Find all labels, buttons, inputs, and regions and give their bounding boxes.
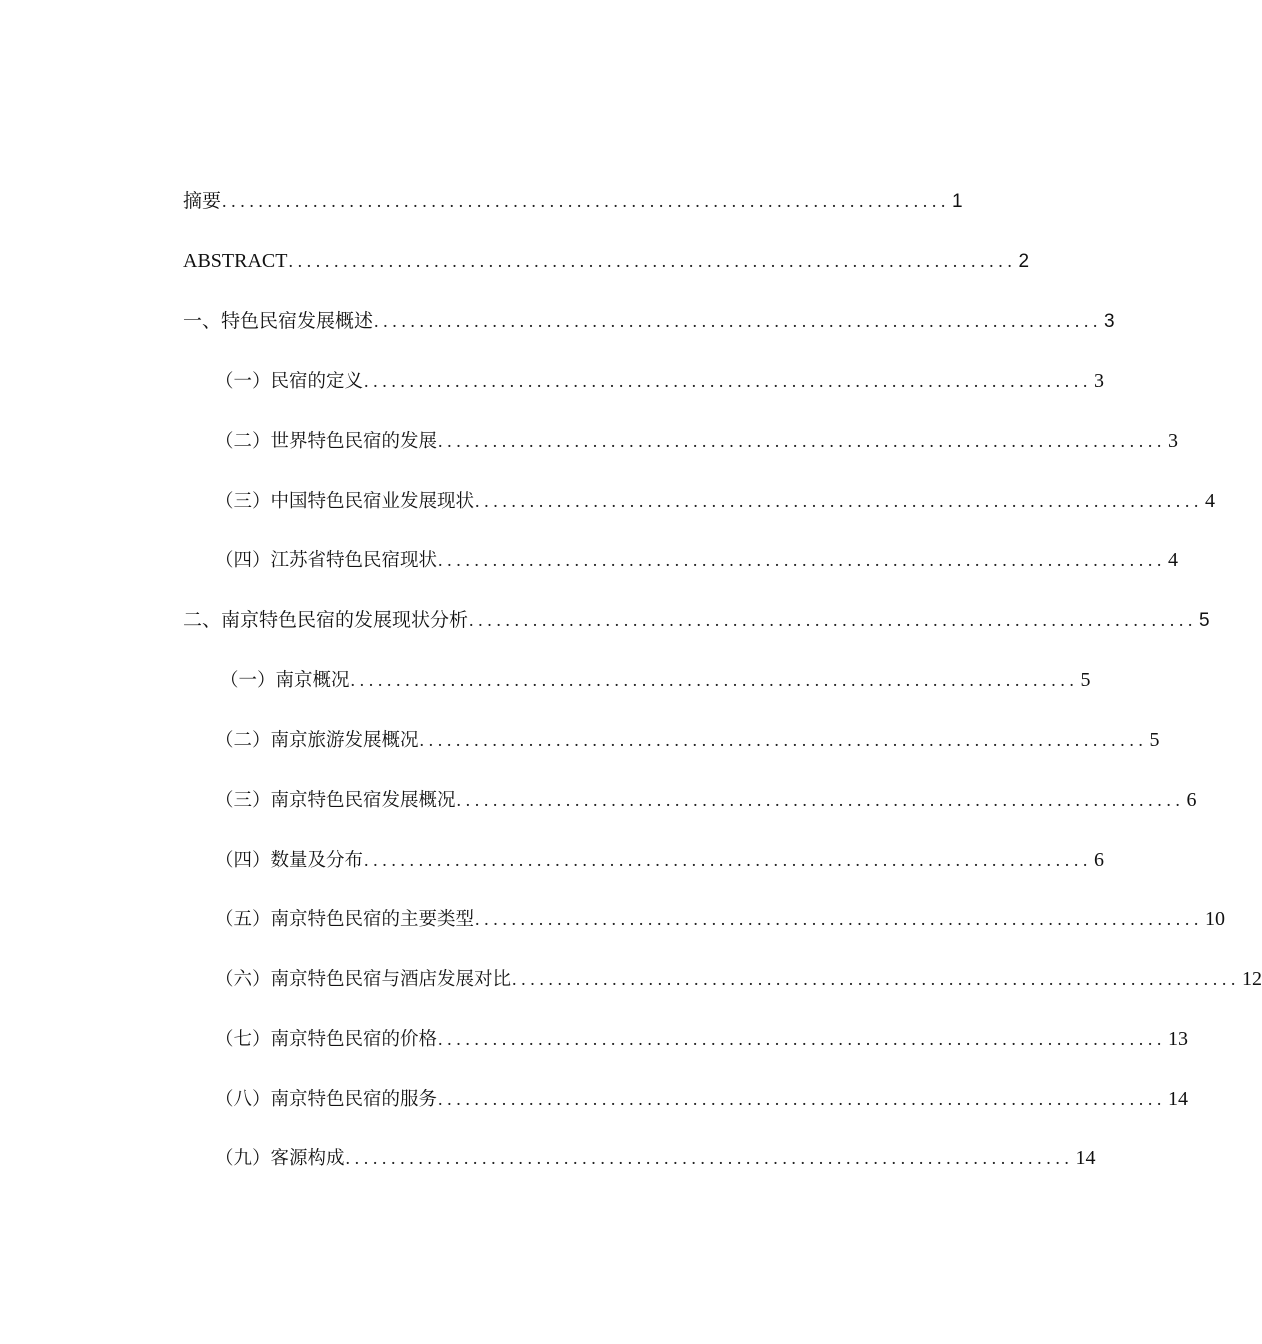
toc-dot-leader: ................................................................................ (456, 790, 1185, 810)
toc-page-number: 5 (1149, 729, 1160, 751)
toc-entry-section-2-3[interactable] (215, 785, 1197, 815)
toc-dot-leader: ................................................................................ (419, 730, 1148, 750)
toc-dot-leader: ................................................................................ (350, 670, 1079, 690)
toc-page-number: 4 (1205, 490, 1216, 512)
toc-entry-title: （二）南京旅游发展概况 (215, 730, 419, 751)
toc-page-number: 14 (1075, 1147, 1096, 1169)
toc-entry-section-2-7[interactable] (215, 1024, 1189, 1054)
toc-entry-title: （一）南京概况 (220, 670, 350, 691)
toc-page-number: 3 (1094, 370, 1105, 392)
toc-dot-leader: ................................................................................ (364, 371, 1093, 391)
toc-entry-section-1-4[interactable] (215, 545, 1179, 575)
toc-page-number: 13 (1168, 1028, 1189, 1050)
toc-dot-leader: ................................................................................ (222, 191, 951, 211)
toc-page-number: 4 (1168, 549, 1179, 571)
toc-entry-title: （九）客源构成 (215, 1148, 345, 1169)
toc-entry-section-2-5[interactable] (215, 904, 1226, 934)
toc-entry-section-1-1[interactable] (215, 366, 1105, 396)
toc-dot-leader: ................................................................................ (438, 431, 1167, 451)
toc-dot-leader: ................................................................................ (512, 969, 1241, 989)
toc-entry-title: （六）南京特色民宿与酒店发展对比 (215, 969, 512, 990)
toc-entry-title: （三）中国特色民宿业发展现状 (215, 491, 475, 512)
toc-page-number: 5 (1199, 610, 1210, 631)
toc-page-number: 2 (1018, 251, 1030, 272)
toc-entry-section-2-9[interactable] (215, 1143, 1096, 1173)
toc-entry-chapter-2[interactable] (183, 605, 1210, 635)
toc-entry-chapter-1[interactable] (183, 306, 1115, 336)
toc-entry-title: （五）南京特色民宿的主要类型 (215, 909, 475, 930)
toc-entry-title: 一、特色民宿发展概述 (183, 310, 374, 332)
toc-page-number: 3 (1104, 311, 1115, 332)
toc-entry-title: ABSTRACT (183, 250, 288, 272)
toc-dot-leader: ................................................................................ (438, 550, 1167, 570)
toc-dot-leader: ................................................................................ (288, 251, 1017, 271)
toc-entry-section-2-2[interactable] (215, 725, 1160, 755)
toc-dot-leader: ................................................................................ (469, 610, 1198, 630)
toc-dot-leader: ................................................................................ (438, 1029, 1167, 1049)
toc-page-number: 10 (1205, 908, 1226, 930)
toc-page-number: 1 (952, 191, 963, 212)
toc-entry-title: 二、南京特色民宿的发展现状分析 (183, 609, 469, 631)
toc-entry-section-2-1[interactable] (220, 665, 1091, 695)
toc-dot-leader: ................................................................................ (475, 491, 1204, 511)
toc-entry-section-1-3[interactable] (215, 486, 1216, 516)
toc-entry-title: （四）江苏省特色民宿现状 (215, 550, 438, 571)
toc-entry-title: 摘要 (183, 190, 222, 212)
toc-entry-abstract-en[interactable] (183, 246, 1030, 276)
toc-entry-title: （七）南京特色民宿的价格 (215, 1029, 438, 1050)
toc-page-number: 6 (1094, 849, 1105, 871)
toc-page-number: 6 (1186, 789, 1197, 811)
toc-entry-section-2-6[interactable] (215, 964, 1262, 994)
toc-page-number: 3 (1168, 430, 1179, 452)
toc-dot-leader: ................................................................................ (438, 1089, 1167, 1109)
toc-page-number: 12 (1242, 968, 1262, 990)
toc-dot-leader: ................................................................................ (374, 311, 1103, 331)
toc-entry-title: （一）民宿的定义 (215, 371, 364, 392)
toc-entry-abstract-cn[interactable] (183, 186, 963, 216)
toc-page-number: 14 (1168, 1088, 1189, 1110)
toc-dot-leader: ................................................................................ (364, 850, 1093, 870)
toc-entry-section-2-8[interactable] (215, 1084, 1189, 1114)
toc-entry-section-1-2[interactable] (215, 426, 1179, 456)
toc-entry-title: （四）数量及分布 (215, 850, 364, 871)
toc-entry-section-2-4[interactable] (215, 845, 1105, 875)
toc-entry-title: （八）南京特色民宿的服务 (215, 1089, 438, 1110)
toc-dot-leader: ................................................................................ (475, 909, 1204, 929)
toc-page-number: 5 (1080, 669, 1091, 691)
toc-entry-title: （二）世界特色民宿的发展 (215, 431, 438, 452)
toc-dot-leader: ................................................................................ (345, 1148, 1074, 1168)
toc-entry-title: （三）南京特色民宿发展概况 (215, 790, 456, 811)
